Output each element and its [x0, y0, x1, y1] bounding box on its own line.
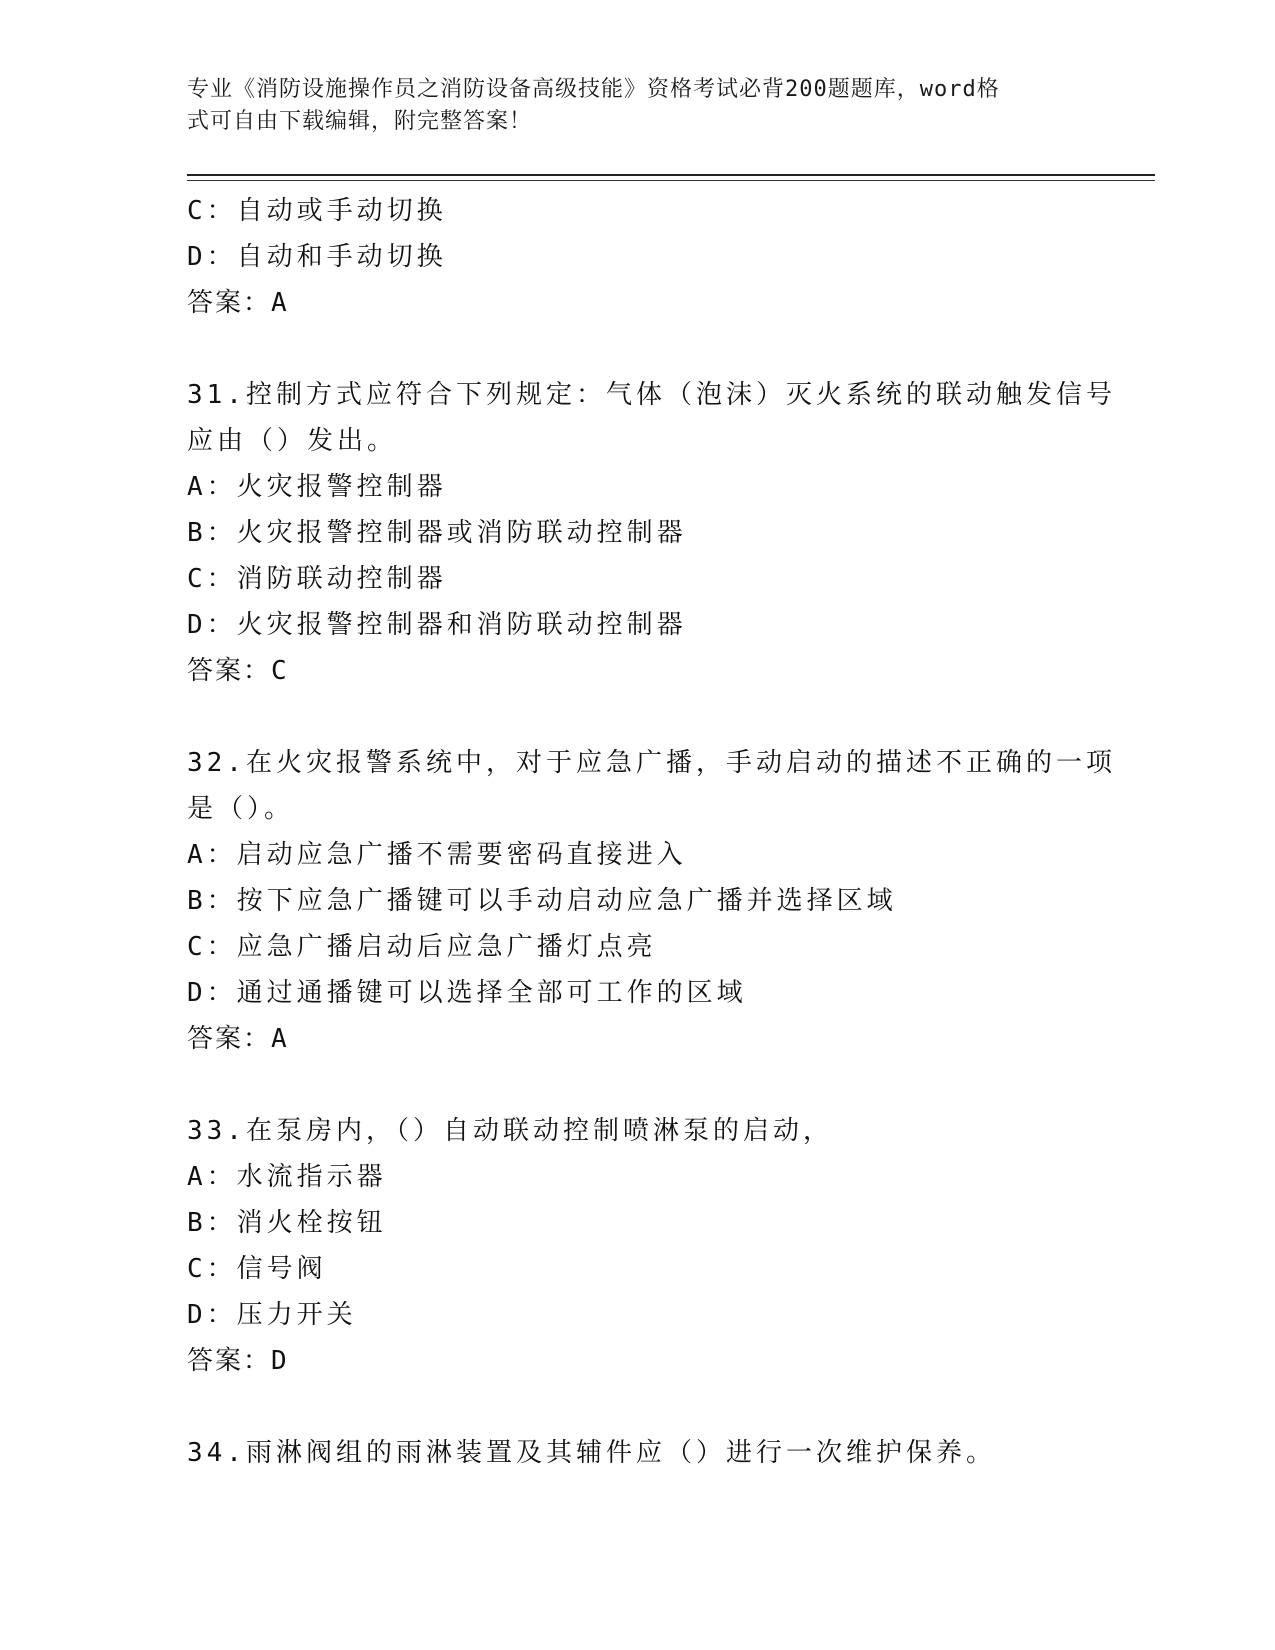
option-b: B：按下应急广播键可以手动启动应急广播并选择区域	[187, 886, 897, 916]
option-c: C：消防联动控制器	[187, 564, 447, 594]
question-text-line-1: 31.控制方式应符合下列规定：气体（泡沫）灭火系统的联动触发信号	[187, 380, 1116, 410]
question-text-line-2: 是（）。	[187, 794, 295, 824]
question-34	[187, 1430, 1087, 1476]
spacer	[187, 1062, 1087, 1108]
spacer	[187, 1384, 1087, 1430]
question-text-line-1: 33.在泵房内，（）自动联动控制喷淋泵的启动，	[187, 1116, 833, 1146]
answer: 答案：A	[187, 1024, 289, 1054]
option-a: A：启动应急广播不需要密码直接进入	[187, 840, 687, 870]
question-30-continued	[187, 188, 1087, 326]
option-d: D：压力开关	[187, 1300, 357, 1330]
option-b: B：火灾报警控制器或消防联动控制器	[187, 518, 687, 548]
option-a: A：火灾报警控制器	[187, 472, 447, 502]
option-c: C：自动或手动切换	[187, 196, 447, 226]
question-text-line-2: 应由（）发出。	[187, 426, 398, 456]
question-text-line-1: 34.雨淋阀组的雨淋装置及其辅件应（）进行一次维护保养。	[187, 1438, 996, 1468]
header-divider-thin	[187, 180, 1155, 181]
option-c: C：信号阀	[187, 1254, 327, 1284]
question-32	[187, 740, 1116, 1062]
spacer	[187, 326, 1087, 372]
question-31	[187, 372, 1116, 694]
header-divider-thick	[187, 174, 1155, 176]
option-d: D：自动和手动切换	[187, 242, 447, 272]
answer: 答案：C	[187, 656, 289, 686]
question-33	[187, 1108, 1087, 1384]
header-line-1: 专业《消防设施操作员之消防设备高级技能》资格考试必背200题题库，word格	[187, 77, 1000, 102]
option-b: B：消火栓按钮	[187, 1208, 387, 1238]
option-c: C：应急广播启动后应急广播灯点亮	[187, 932, 657, 962]
spacer	[187, 694, 1087, 740]
question-text-line-1: 32.在火灾报警系统中，对于应急广播，手动启动的描述不正确的一项	[187, 748, 1116, 778]
question-list	[187, 188, 1116, 1476]
option-d: D：通过通播键可以选择全部可工作的区域	[187, 978, 747, 1008]
answer: 答案：D	[187, 1346, 289, 1376]
option-d: D：火灾报警控制器和消防联动控制器	[187, 610, 687, 640]
option-a: A：水流指示器	[187, 1162, 387, 1192]
answer: 答案：A	[187, 288, 289, 318]
page-header	[187, 74, 1067, 138]
header-line-2: 式可自由下载编辑，附完整答案！	[187, 109, 533, 134]
